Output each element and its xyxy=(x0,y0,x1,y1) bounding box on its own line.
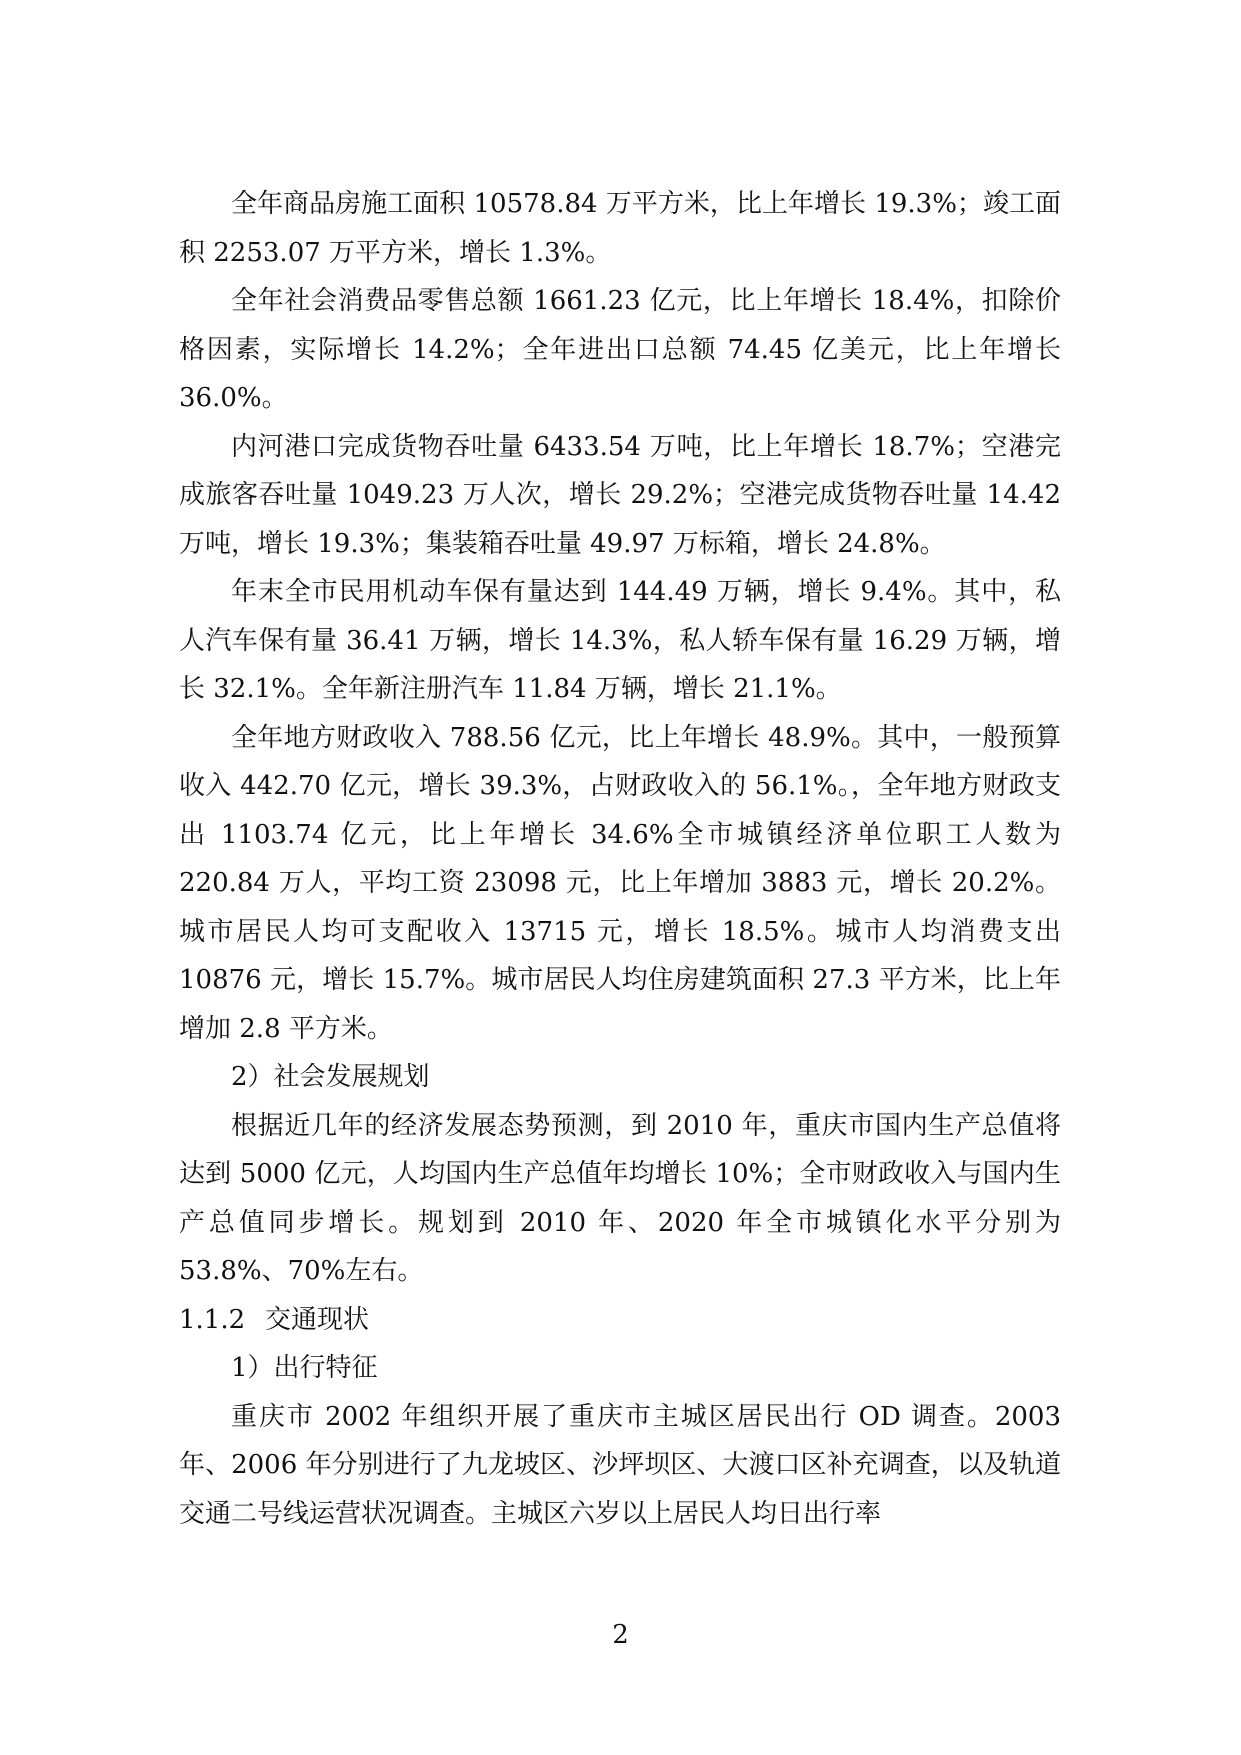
paragraph-retail-trade: 全年社会消费品零售总额 1661.23 亿元，比上年增长 18.4%，扣除价格因素，实际增长 14.2%；全年进出口总额 74.45 亿美元，比上年增长 36.0%。 xyxy=(179,286,1061,413)
page-number: 2 xyxy=(612,1620,629,1650)
heading-social-development-plan: 2）社会发展规划 xyxy=(231,1062,430,1092)
paragraph-ports-airport: 内河港口完成货物吞吐量 6433.54 万吨，比上年增长 18.7%；空港完成旅客吞吐量 1049.23 万人次，增长 29.2%；空港完成货物吞吐量 14.42 万吨，增长 19.3%；集装箱吞吐量 49.97 万标箱，增长 24.8%。 xyxy=(179,431,1061,559)
page-body xyxy=(179,180,1061,1538)
heading-travel-features: 1）出行特征 xyxy=(231,1353,378,1383)
paragraph-housing: 全年商品房施工面积 10578.84 万平方米，比上年增长 19.3%；竣工面积 2253.07 万平方米，增长 1.3%。 xyxy=(179,189,1061,268)
section-heading-traffic-status xyxy=(179,1296,1061,1345)
section-number: 1.1.2 xyxy=(179,1304,246,1335)
paragraph-development-forecast: 根据近几年的经济发展态势预测，到 2010 年，重庆市国内生产总值将达到 5000 亿元，人均国内生产总值年均增长 10%；全市财政收入与国内生产总值同步增长。规划到 2010 年、2020 年全市城镇化水平分别为 53.8%、70%左右。 xyxy=(179,1110,1061,1286)
section-title: 交通现状 xyxy=(265,1304,370,1335)
paragraph-od-survey: 重庆市 2002 年组织开展了重庆市主城区居民出行 OD 调查。2003 年、2006 年分别进行了九龙坡区、沙坪坝区、大渡口区补充调查，以及轨道交通二号线运营状况调查。主城区六岁以上居民人均日出行率 xyxy=(179,1401,1061,1529)
paragraph-finance-income: 全年地方财政收入 788.56 亿元，比上年增长 48.9%。其中，一般预算收入 442.70 亿元，增长 39.3%，占财政收入的 56.1%。，全年地方财政支出 1103.74 亿元，比上年增长 34.6%全市城镇经济单位职工人数为 220.84 万人，平均工资 23098 元，比上年增加 3883 元，增长 20.2%。城市居民人均可支配收入 13715 元，增长 18.5%。城市人均消费支出 10876 元，增长 15.7%。城市居民人均住房建筑面积 27.3 平方米，比上年增加 2.8 平方米。 xyxy=(179,722,1061,1044)
paragraph-vehicles: 年末全市民用机动车保有量达到 144.49 万辆，增长 9.4%。其中，私人汽车保有量 36.41 万辆，增长 14.3%，私人轿车保有量 16.29 万辆，增长 32.1%。全年新注册汽车 11.84 万辆，增长 21.1%。 xyxy=(179,577,1061,704)
